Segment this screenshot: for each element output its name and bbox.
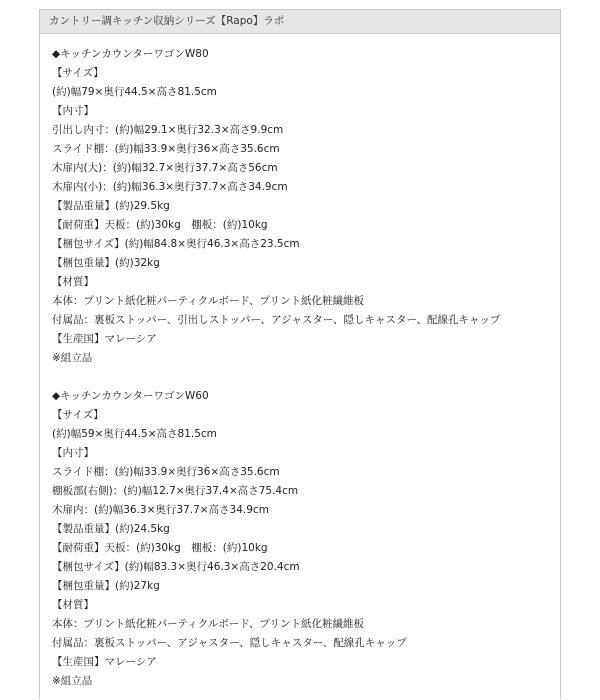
spec-line: 木扉内(大)：(約)幅32.7×奥行37.7×高さ56cm <box>52 162 278 174</box>
panel-content <box>40 34 560 691</box>
spec-line: 【梱包サイズ】(約)幅83.3×奥行46.3×高さ20.4cm <box>52 561 300 573</box>
spec-line: ※組立品 <box>52 675 93 687</box>
spec-line: 【内寸】 <box>52 447 94 459</box>
spec-line: 【製品重量】(約)29.5kg <box>52 200 170 212</box>
spec-line: 【製品重量】(約)24.5kg <box>52 523 170 535</box>
spec-line: 【材質】 <box>52 276 94 288</box>
product-spec-w80 <box>52 45 560 368</box>
spec-line: 【材質】 <box>52 599 94 611</box>
product-name: ◆キッチンカウンターワゴンW80 <box>52 48 209 60</box>
panel-header <box>40 10 560 34</box>
product-name: ◆キッチンカウンターワゴンW60 <box>52 390 209 402</box>
spec-line: 木扉内(小)：(約)幅36.3×奥行37.7×高さ34.9cm <box>52 181 288 193</box>
spec-line: スライド棚：(約)幅33.9×奥行36×高さ35.6cm <box>52 466 280 478</box>
spec-line: 【生産国】マレーシア <box>52 656 157 668</box>
spec-line: (約)幅59×奥行44.5×高さ81.5cm <box>52 428 217 440</box>
spec-line: 本体：プリント紙化粧パーティクルボード、プリント紙化粧繊維板 <box>52 295 365 307</box>
spec-line: 付属品：裏板ストッパー、引出しストッパー、アジャスター、隠しキャスター、配線孔キャップ <box>52 314 501 326</box>
spec-line: 木扉内：(約)幅36.3×奥行37.7×高さ34.9cm <box>52 504 269 516</box>
spec-line: 引出し内寸：(約)幅29.1×奥行32.3×高さ9.9cm <box>52 124 284 136</box>
spec-line: 本体：プリント紙化粧パーティクルボード、プリント紙化粧繊維板 <box>52 618 365 630</box>
spec-panel <box>39 9 561 699</box>
spec-line: 【梱包重量】(約)32kg <box>52 257 160 269</box>
spec-line: ※組立品 <box>52 352 93 364</box>
panel-title: カントリー調キッチン収納シリーズ【Rapo】ラポ <box>49 15 285 27</box>
spec-line: 【梱包重量】(約)27kg <box>52 580 160 592</box>
spec-line: 【耐荷重】天板：(約)30kg 棚板：(約)10kg <box>52 219 268 231</box>
spec-line: 付属品：裏板ストッパー、アジャスター、隠しキャスター、配線孔キャップ <box>52 637 407 649</box>
spec-line: 【内寸】 <box>52 105 94 117</box>
spec-line: スライド棚：(約)幅33.9×奥行36×高さ35.6cm <box>52 143 280 155</box>
spec-line: 【耐荷重】天板：(約)30kg 棚板：(約)10kg <box>52 542 268 554</box>
spec-line: 【生産国】マレーシア <box>52 333 157 345</box>
spec-line: 【梱包サイズ】(約)幅84.8×奥行46.3×高さ23.5cm <box>52 238 300 250</box>
spec-line: (約)幅79×奥行44.5×高さ81.5cm <box>52 86 217 98</box>
spec-line: 棚板部(右側)：(約)幅12.7×奥行37.4×高さ75.4cm <box>52 485 299 497</box>
product-spec-w60 <box>52 387 560 691</box>
spec-line: 【サイズ】 <box>52 67 104 79</box>
spec-line: 【サイズ】 <box>52 409 104 421</box>
